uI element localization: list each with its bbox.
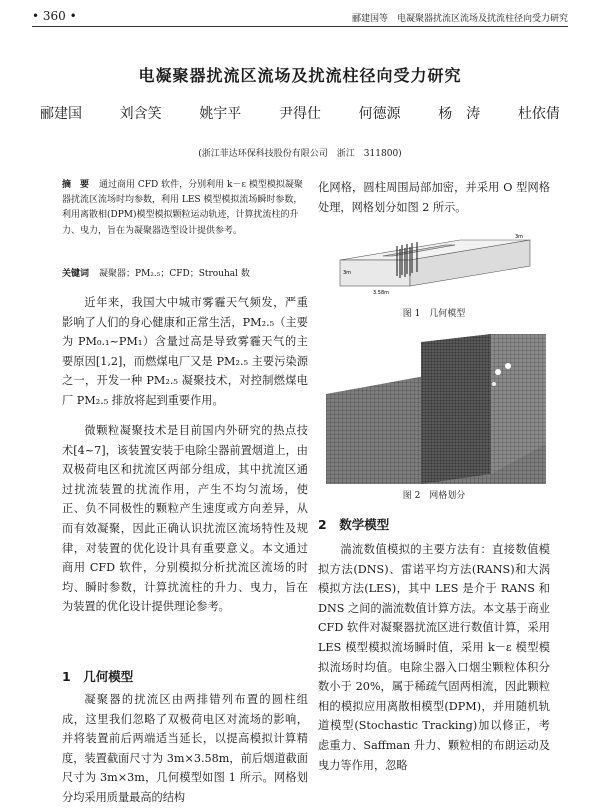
intro-paragraph-2	[62, 421, 308, 617]
paragraph: 微颗粒凝聚技术是目前国内外研究的热点技术[4~7]，该装置安装于电除尘器前置烟道上，由双极荷电区和扰流区两部分组成，其中扰流区通过扰流装置的扰流作用，产生不均匀流场，使正、负不同极性的颗粒产生速度或方向差异，从而有效凝聚，因此正确认识扰流区流场特性及规律，对装置的优化设计具有重要意义。本文通过商用 CFD 软件，分别模拟分析扰流区流场的时均、瞬时参数，计算扰流柱的升力、曳力，旨在为装置的优化设计提供理论参考。	[62, 424, 308, 614]
paragraph: 化网格，圆柱周围局部加密，并采用 O 型网格处理，网格划分如图 2 所示。	[318, 181, 550, 214]
running-title: 郦建国等 电凝聚器扰流区流场及扰流柱径向受力研究	[351, 14, 568, 24]
page-header	[32, 6, 568, 26]
figure-2-mesh	[326, 334, 546, 484]
paper-title: 电凝聚器扰流区流场及扰流柱径向受力研究	[138, 66, 462, 85]
dimension-label: 3m	[343, 270, 352, 276]
right-top-paragraph	[318, 178, 550, 217]
abstract-label: 摘 要	[62, 180, 90, 190]
section-2-paragraph	[318, 540, 550, 775]
dimension-label: 3m	[515, 234, 524, 240]
abstract	[62, 178, 306, 239]
page-number: • 360 •	[32, 9, 77, 23]
author: 杜依倩	[517, 106, 560, 122]
figure-1-geometry-model	[335, 218, 535, 298]
affiliation: (浙江菲达环保科技股份有限公司 浙江 311800)	[198, 149, 402, 159]
author: 何德源	[358, 106, 401, 122]
keywords-label: 关键词	[62, 269, 90, 279]
author: 郦建国	[40, 106, 82, 122]
author-list	[40, 103, 560, 123]
section-2-heading: 2 数学模型	[318, 517, 390, 532]
keywords	[62, 266, 306, 279]
intro-paragraph-1	[62, 293, 308, 411]
figure-1-caption: 图 1 几何模型	[402, 309, 466, 319]
keywords-text: 凝聚器；PM₂.₅；CFD；Strouhal 数	[99, 269, 250, 279]
section-1-heading: 1 几何模型	[62, 669, 134, 684]
dimension-label: 3.58m	[373, 290, 390, 296]
figure-2-caption: 图 2 网格划分	[402, 491, 466, 501]
section-1-paragraph	[62, 690, 308, 808]
abstract-text: 通过商用 CFD 软件，分别利用 k－ε 模型模拟凝聚器扰流区流场时均参数，利用 LES 模型模拟流场瞬时参数，利用离散相(DPM)模型模拟颗粒运动轨迹，计算扰流柱的升力、曳力，旨在为凝聚器选型设计提供参考。	[62, 180, 303, 236]
author: 尹得仕	[278, 106, 321, 122]
author: 姚宇平	[199, 106, 242, 122]
paragraph: 凝聚器的扰流区由两排错列布置的圆柱组成，这里我们忽略了双极荷电区对流场的影响，并将装置前后两端适当延长，以提高模拟计算精度，装置截面尺寸为 3m×3.58m，前后烟道截面尺寸为 3m×3m，几何模型如图 1 所示。网格划分均采用质量最高的结构	[62, 693, 308, 804]
author: 杨 涛	[438, 106, 481, 122]
paragraph: 近年来，我国大中城市雾霾天气频发，严重影响了人们的身心健康和正常生活，PM₂.₅（主要为 PM₀.₁~PM₁）含量过高是导致雾霾天气的主要原因[1,2]，而燃煤电厂又是 PM₂.₅ 主要污染源之一，开发一种 PM₂.₅ 凝聚技术，对控制燃煤电厂 PM₂.₅ 排放将起到重要作用。	[62, 296, 308, 407]
author: 刘含笑	[119, 106, 162, 122]
header-rule	[32, 26, 568, 27]
paragraph: 湍流数值模拟的主要方法有：直接数值模拟方法(DNS)、雷诺平均方法(RANS)和大涡模拟方法(LES)，其中 LES 是介于 RANS 和 DNS 之间的湍流数值计算方法。本文基于商业 CFD 软件对凝聚器扰流区进行数值计算，采用 LES 模型模拟流场瞬时值，采用 k－ε 模型模拟流场时均值。电除尘器入口烟尘颗粒体积分数小于 20%，属于稀疏气固两相流，因此颗粒相的模拟应用离散相模型(DPM)，并用随机轨道模型(Stochastic Tracking)加以修正，考虑重力、Saffman 升力、颗粒相的布朗运动及曳力等作用，忽略	[318, 543, 550, 772]
